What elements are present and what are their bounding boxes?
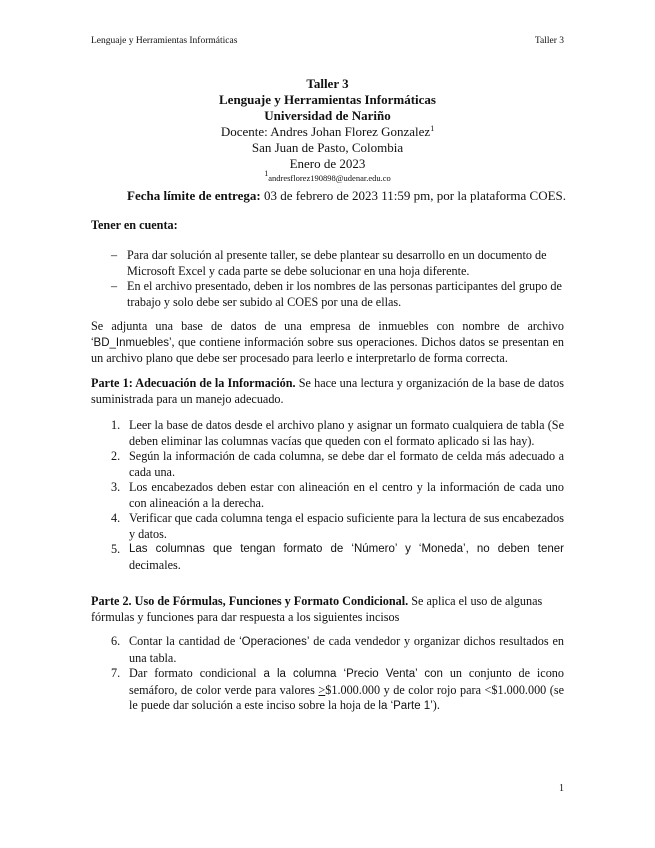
footnote-mark: 1 xyxy=(264,169,269,178)
list-item: – Para dar solución al presente taller, se debe plantear su desarrollo en un documento de Microsoft Excel y cada parte se debe solucionar en una hoja diferente. xyxy=(111,248,547,278)
deadline-label: Fecha límite de entrega: xyxy=(127,188,261,203)
date: Enero de 2023 xyxy=(289,156,366,171)
list-item: 1. Leer la base de datos desde el archivo plano y asignar un formato cualquiera de tabla (Se deben eliminar las columnas vacías que queden con el formato aplicado si las hay). xyxy=(111,418,564,448)
city: San Juan de Pasto, Colombia xyxy=(251,140,404,155)
list-item: 2. Según la información de cada columna, se debe dar el formato de celda más adecuado a cada una. xyxy=(111,449,564,479)
tener-list xyxy=(91,248,564,310)
dash-bullet: – xyxy=(111,279,118,293)
parte2-list xyxy=(91,634,564,715)
page-number: 1 xyxy=(559,783,564,794)
parte1-section: Parte 1: Adecuación de la Información. Se hace una lectura y organización de la base de datos suministrada para un manejo adecuado. xyxy=(91,376,564,406)
parte1-list xyxy=(91,418,564,573)
title-block xyxy=(0,76,655,184)
footnote-email: andresflorez190898@udenar.edu.co xyxy=(268,173,391,183)
title-taller: Taller 3 xyxy=(306,76,349,91)
deadline xyxy=(127,188,566,204)
running-header-taller: Taller 3 xyxy=(534,36,564,46)
parte2-heading: Parte 2. Uso de Fórmulas, Funciones y Formato Condicional. xyxy=(91,594,409,608)
list-item: – En el archivo presentado, deben ir los nombres de las personas participantes del grupo de trabajo y solo debe ser subido al COES por una de ellas. xyxy=(111,279,562,309)
running-header-title: Lenguaje y Herramientas Informáticas xyxy=(91,36,238,46)
list-item: 7. Dar formato condicional a la columna ‘Precio Venta’ con un conjunto de icono semáforo, de color verde para valores >$1.000.000 y de color rojo para <$1.000.000 (se le puede dar solución a este inciso sobre la hoja de la ‘Parte 1’). xyxy=(111,666,564,712)
dash-bullet: – xyxy=(111,248,118,262)
intro-paragraph: Se adjunta una base de datos de una empresa de inmuebles con nombre de archivo ‘BD_Inmuebles’, que contiene información sobre sus operaciones. Dichos datos se presentan en un archivo plano que debe ser procesado para leerlo e interpretarlo de forma correcta. xyxy=(91,319,564,365)
list-item: 6. Contar la cantidad de ‘Operaciones’ de cada vendedor y organizar dichos resultados en una tabla. xyxy=(111,634,564,665)
tener-heading: Tener en cuenta: xyxy=(91,218,178,232)
docente: Docente: Andres Johan Florez Gonzalez xyxy=(220,124,431,139)
list-item: 5. Las columnas que tengan formato de ‘Número’ y ‘Moneda’, no deben tener decimales. xyxy=(111,542,564,572)
title-course: Lenguaje y Herramientas Informáticas xyxy=(219,92,436,107)
list-item: 4. Verificar que cada columna tenga el espacio suficiente para la lectura de sus encabezados y datos. xyxy=(111,511,564,541)
list-item: 3. Los encabezados deben estar con alineación en el centro y la información de cada uno con alineación a la derecha. xyxy=(111,480,564,510)
docente-footnote-mark: 1 xyxy=(430,124,435,133)
title-university: Universidad de Nariño xyxy=(264,108,391,123)
file-name: ‘BD_Inmuebles’ xyxy=(91,336,172,349)
tener-section xyxy=(91,218,564,234)
parte2-section: Parte 2. Uso de Fórmulas, Funciones y Formato Condicional. Se aplica el uso de algunas fórmulas y funciones para dar respuesta a los siguientes incisos xyxy=(91,594,543,624)
deadline-text: 03 de febrero de 2023 11:59 pm, por la plataforma COES. xyxy=(260,188,567,203)
parte1-heading: Parte 1: Adecuación de la Información. xyxy=(91,376,296,390)
